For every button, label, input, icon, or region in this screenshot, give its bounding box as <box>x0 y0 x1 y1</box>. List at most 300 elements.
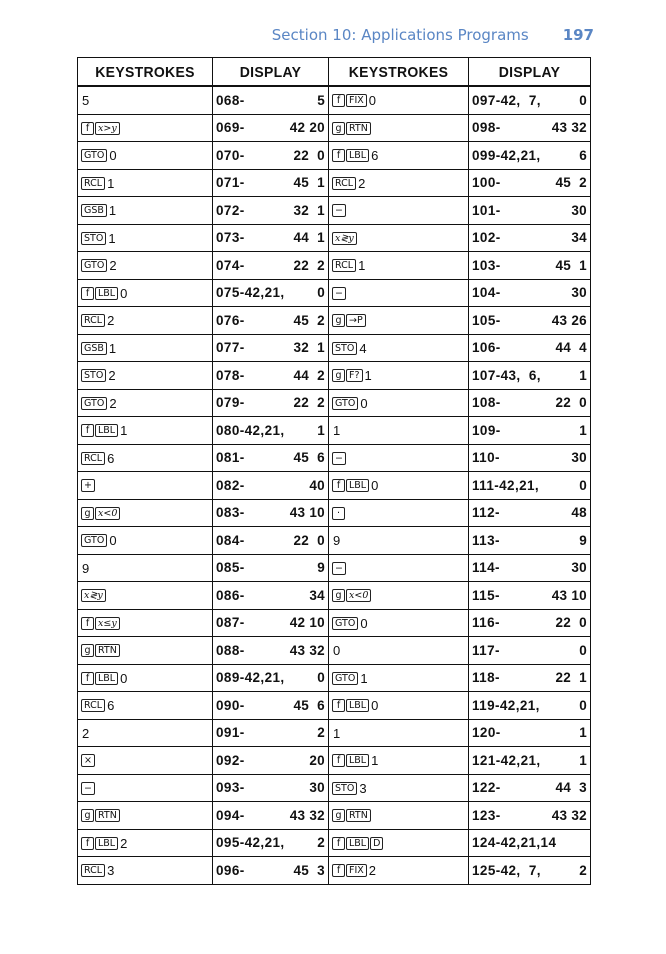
display-keycode: 30 <box>309 780 325 796</box>
key-glyph: GTO <box>81 534 107 547</box>
key-digit: 0 <box>109 148 117 164</box>
display-keycode: 9 <box>579 532 587 548</box>
key-digit: 0 <box>120 285 128 301</box>
display-line-number: 068- <box>216 92 245 108</box>
keystrokes-cell <box>78 664 213 692</box>
key-digit: 6 <box>107 450 115 466</box>
display-keycode: 45 6 <box>293 450 325 466</box>
display-keycode: 22 0 <box>555 395 587 411</box>
table-row <box>78 637 591 665</box>
display-cell <box>469 554 591 582</box>
display-keycode: 43 32 <box>551 807 587 823</box>
page-header <box>272 26 594 50</box>
table-row <box>78 664 591 692</box>
keystrokes-cell <box>78 362 213 390</box>
table-row <box>78 829 591 857</box>
key-glyph: RTN <box>346 122 371 135</box>
table-row <box>78 142 591 170</box>
display-keycode: 48 <box>571 505 587 521</box>
display-cell <box>213 472 329 500</box>
display-cell <box>469 197 591 225</box>
key-glyph: GSB <box>81 342 107 355</box>
display-keycode: 30 <box>571 285 587 301</box>
key-glyph: STO <box>332 782 357 795</box>
display-keycode: 45 2 <box>555 175 587 191</box>
key-glyph: RCL <box>332 177 356 190</box>
display-keycode: 22 2 <box>293 395 325 411</box>
key-glyph: GSB <box>81 204 107 217</box>
keystrokes-cell <box>78 829 213 857</box>
display-keycode: 1 <box>579 752 587 768</box>
key-digit: 9 <box>333 533 341 549</box>
key-glyph: →P <box>346 314 366 327</box>
key-glyph: GTO <box>81 149 107 162</box>
table-row <box>78 802 591 830</box>
table-row <box>78 197 591 225</box>
key-glyph: g <box>81 809 94 822</box>
table-row <box>78 857 591 885</box>
display-line-number: 118- <box>472 670 500 686</box>
display-header-left: DISPLAY <box>213 57 329 87</box>
keystrokes-cell <box>329 252 469 280</box>
display-cell <box>469 527 591 555</box>
display-keycode: 2 <box>317 835 325 851</box>
key-glyph: − <box>81 782 95 795</box>
keystrokes-cell <box>329 802 469 830</box>
keystrokes-cell <box>329 86 469 114</box>
key-glyph: STO <box>81 369 106 382</box>
key-glyph: g <box>81 644 94 657</box>
key-glyph: RCL <box>81 177 105 190</box>
display-keycode: 22 1 <box>555 670 587 686</box>
display-keycode: 42 20 <box>289 120 325 136</box>
key-digit: 2 <box>109 258 117 274</box>
display-keycode: 5 <box>317 92 325 108</box>
display-cell <box>469 637 591 665</box>
table-row <box>78 774 591 802</box>
key-glyph: x≷y <box>81 589 106 602</box>
key-glyph: FIX <box>346 94 367 107</box>
display-line-number: 080-42,21, <box>216 422 285 438</box>
display-keycode: 22 0 <box>555 615 587 631</box>
key-glyph: RTN <box>95 809 120 822</box>
key-glyph: RCL <box>81 864 105 877</box>
display-line-number: 105- <box>472 312 501 328</box>
display-cell <box>469 857 591 885</box>
key-digit: 5 <box>82 93 90 109</box>
key-digit: 0 <box>360 395 368 411</box>
display-keycode: 45 2 <box>293 312 325 328</box>
keystrokes-cell <box>78 224 213 252</box>
key-glyph: − <box>332 204 346 217</box>
keystrokes-cell <box>78 197 213 225</box>
display-keycode: 45 6 <box>293 697 325 713</box>
key-glyph: g <box>332 589 345 602</box>
display-keycode: 43 32 <box>289 642 325 658</box>
keystrokes-cell <box>78 857 213 885</box>
display-cell <box>213 169 329 197</box>
display-cell <box>469 389 591 417</box>
display-keycode: 1 <box>579 725 587 741</box>
display-line-number: 101- <box>472 202 501 218</box>
keystrokes-cell <box>78 527 213 555</box>
key-glyph: RCL <box>332 259 356 272</box>
display-keycode: 30 <box>571 560 587 576</box>
key-digit: 9 <box>82 560 90 576</box>
keystrokes-cell <box>329 829 469 857</box>
table-row <box>78 719 591 747</box>
display-keycode: 0 <box>579 642 587 658</box>
display-line-number: 096- <box>216 862 245 878</box>
display-line-number: 120- <box>472 725 501 741</box>
display-cell <box>213 197 329 225</box>
display-cell <box>213 86 329 114</box>
display-cell <box>213 114 329 142</box>
keystrokes-cell <box>329 444 469 472</box>
display-cell <box>469 719 591 747</box>
display-cell <box>213 774 329 802</box>
key-digit: 0 <box>360 615 368 631</box>
keystrokes-cell <box>78 307 213 335</box>
key-digit: 2 <box>107 313 115 329</box>
display-cell <box>469 362 591 390</box>
section-title: Section 10: Applications Programs <box>271 26 529 44</box>
display-keycode: 0 <box>317 285 325 301</box>
keystrokes-cell <box>329 692 469 720</box>
key-glyph: f <box>81 424 94 437</box>
key-glyph: g <box>332 369 345 382</box>
keystrokes-cell <box>329 554 469 582</box>
display-cell <box>213 279 329 307</box>
keystrokes-cell <box>78 114 213 142</box>
keystrokes-cell <box>78 554 213 582</box>
display-line-number: 085- <box>216 560 245 576</box>
display-cell <box>213 554 329 582</box>
keystrokes-cell <box>78 609 213 637</box>
key-digit: 0 <box>109 533 117 549</box>
display-cell <box>469 252 591 280</box>
display-line-number: 103- <box>472 257 501 273</box>
display-keycode: 9 <box>317 560 325 576</box>
key-glyph: RTN <box>346 809 371 822</box>
display-cell <box>213 444 329 472</box>
display-keycode: 22 2 <box>293 257 325 273</box>
keystrokes-cell <box>329 334 469 362</box>
key-digit: 0 <box>371 478 379 494</box>
table-row <box>78 252 591 280</box>
display-line-number: 087- <box>216 615 245 631</box>
table-row <box>78 114 591 142</box>
table-row <box>78 499 591 527</box>
table-row <box>78 417 591 445</box>
display-cell <box>469 829 591 857</box>
key-glyph: STO <box>332 342 357 355</box>
display-cell <box>213 527 329 555</box>
display-line-number: 107-43, 6, <box>472 367 541 383</box>
key-glyph: f <box>332 754 345 767</box>
display-cell <box>213 802 329 830</box>
key-digit: 1 <box>333 725 341 741</box>
display-cell <box>469 224 591 252</box>
display-cell <box>213 692 329 720</box>
key-digit: 1 <box>108 340 117 356</box>
keystrokes-cell <box>329 609 469 637</box>
display-cell <box>469 417 591 445</box>
key-digit: 0 <box>120 670 128 686</box>
display-cell <box>469 664 591 692</box>
display-cell <box>213 224 329 252</box>
keystrokes-cell <box>78 692 213 720</box>
display-line-number: 086- <box>216 587 245 603</box>
key-digit: 0 <box>333 643 341 659</box>
display-cell <box>469 307 591 335</box>
key-glyph: LBL <box>346 754 369 767</box>
key-glyph: GTO <box>81 397 107 410</box>
key-glyph: · <box>332 507 345 520</box>
key-digit: 4 <box>359 340 367 356</box>
key-glyph: f <box>332 837 345 850</box>
keystrokes-cell <box>329 774 469 802</box>
key-glyph: f <box>81 287 94 300</box>
display-line-number: 079- <box>216 395 245 411</box>
display-line-number: 115- <box>472 587 500 603</box>
key-glyph: f <box>332 149 345 162</box>
display-line-number: 110- <box>472 450 500 466</box>
key-digit: 1 <box>108 230 116 246</box>
display-line-number: 072- <box>216 202 245 218</box>
display-keycode: 34 <box>309 587 325 603</box>
display-line-number: 076- <box>216 312 245 328</box>
display-line-number: 113- <box>472 532 500 548</box>
keystrokes-cell <box>329 637 469 665</box>
keystrokes-cell <box>78 279 213 307</box>
display-line-number: 082- <box>216 477 245 493</box>
key-glyph: g <box>81 507 94 520</box>
display-keycode: 32 1 <box>293 202 325 218</box>
key-glyph: GTO <box>332 617 358 630</box>
program-listing-table <box>77 57 591 885</box>
display-line-number: 091- <box>216 725 245 741</box>
keystrokes-cell <box>329 197 469 225</box>
display-line-number: 111-42,21, <box>472 477 540 493</box>
display-line-number: 095-42,21, <box>216 835 285 851</box>
display-keycode: 40 <box>309 477 325 493</box>
display-line-number: 084- <box>216 532 245 548</box>
keystrokes-cell <box>329 224 469 252</box>
keystrokes-cell <box>78 774 213 802</box>
display-line-number: 089-42,21, <box>216 670 285 686</box>
key-glyph: f <box>332 864 345 877</box>
display-keycode: 0 <box>579 477 587 493</box>
keystrokes-cell <box>329 582 469 610</box>
key-digit: 6 <box>107 698 115 714</box>
display-cell <box>469 169 591 197</box>
table-row <box>78 472 591 500</box>
display-line-number: 108- <box>472 395 501 411</box>
display-keycode: 42 10 <box>289 615 325 631</box>
key-glyph: GTO <box>332 397 358 410</box>
display-cell <box>213 719 329 747</box>
keystrokes-cell <box>329 527 469 555</box>
keystrokes-cell <box>78 252 213 280</box>
key-glyph: LBL <box>346 149 369 162</box>
display-line-number: 116- <box>472 615 500 631</box>
display-keycode: 1 <box>317 422 325 438</box>
key-digit: 1 <box>333 423 341 439</box>
key-digit: 2 <box>368 863 377 879</box>
key-glyph: x<0 <box>346 589 371 602</box>
key-glyph: RCL <box>81 452 105 465</box>
key-glyph: × <box>81 754 95 767</box>
keystrokes-cell <box>329 417 469 445</box>
display-line-number: 092- <box>216 752 245 768</box>
key-glyph: f <box>332 699 345 712</box>
keystrokes-cell <box>329 472 469 500</box>
display-keycode: 2 <box>579 862 587 878</box>
key-glyph: + <box>81 479 95 492</box>
display-line-number: 094- <box>216 807 245 823</box>
key-glyph: RTN <box>95 644 120 657</box>
keystrokes-cell <box>78 582 213 610</box>
display-line-number: 117- <box>472 642 500 658</box>
key-digit: 1 <box>107 175 115 191</box>
display-keycode: 34 <box>571 230 587 246</box>
table-row <box>78 279 591 307</box>
display-cell <box>469 334 591 362</box>
display-line-number: 078- <box>216 367 245 383</box>
key-glyph: LBL <box>95 837 118 850</box>
display-line-number: 081- <box>216 450 245 466</box>
display-line-number: 088- <box>216 642 245 658</box>
display-cell <box>213 637 329 665</box>
keystrokes-cell <box>78 472 213 500</box>
display-line-number: 100- <box>472 175 501 191</box>
key-glyph: GTO <box>81 259 107 272</box>
keystrokes-cell <box>329 114 469 142</box>
display-cell <box>213 142 329 170</box>
display-cell <box>469 86 591 114</box>
key-digit: 3 <box>359 780 367 796</box>
key-glyph: x≷y <box>332 232 357 245</box>
key-digit: 1 <box>371 753 379 769</box>
display-keycode: 22 0 <box>293 532 325 548</box>
display-cell <box>469 114 591 142</box>
key-glyph: LBL <box>346 699 369 712</box>
display-cell <box>469 774 591 802</box>
key-digit: 1 <box>360 670 368 686</box>
display-keycode: 45 1 <box>555 257 587 273</box>
display-line-number: 093- <box>216 780 245 796</box>
display-cell <box>213 334 329 362</box>
key-glyph: f <box>81 617 94 630</box>
keystrokes-cell <box>329 664 469 692</box>
keystrokes-cell <box>329 499 469 527</box>
display-keycode: 0 <box>579 92 587 108</box>
keystrokes-cell <box>78 802 213 830</box>
key-glyph: − <box>332 562 346 575</box>
display-line-number: 073- <box>216 230 245 246</box>
key-glyph: LBL <box>95 672 118 685</box>
display-keycode: 32 1 <box>293 340 325 356</box>
key-glyph: LBL <box>346 479 369 492</box>
display-keycode: 30 <box>571 202 587 218</box>
display-cell <box>213 389 329 417</box>
key-digit: 2 <box>108 368 116 384</box>
key-digit: 6 <box>371 148 379 164</box>
display-keycode: 43 10 <box>289 505 325 521</box>
display-line-number: 070- <box>216 147 245 163</box>
display-keycode: 44 2 <box>293 367 325 383</box>
display-keycode: 20 <box>309 752 325 768</box>
display-keycode: 0 <box>317 670 325 686</box>
table-row <box>78 747 591 775</box>
display-line-number: 104- <box>472 285 501 301</box>
display-keycode: 30 <box>571 450 587 466</box>
display-keycode: 44 3 <box>555 780 587 796</box>
display-line-number: 090- <box>216 697 245 713</box>
display-cell <box>213 664 329 692</box>
key-glyph: LBL <box>346 837 369 850</box>
key-glyph: GTO <box>332 672 358 685</box>
key-digit: 0 <box>371 698 379 714</box>
display-keycode: 43 26 <box>551 312 587 328</box>
keystrokes-cell <box>329 307 469 335</box>
key-glyph: − <box>332 452 346 465</box>
key-glyph: x<0 <box>95 507 120 520</box>
keystrokes-cell <box>78 86 213 114</box>
display-line-number: 083- <box>216 505 245 521</box>
key-glyph: g <box>332 122 345 135</box>
key-glyph: x>y <box>95 122 120 135</box>
keystrokes-cell <box>78 142 213 170</box>
display-cell <box>469 692 591 720</box>
key-glyph: RCL <box>81 699 105 712</box>
display-line-number: 109- <box>472 422 501 438</box>
table-row <box>78 444 591 472</box>
table-row <box>78 692 591 720</box>
table-row <box>78 609 591 637</box>
display-line-number: 099-42,21, <box>472 147 541 163</box>
table-row <box>78 582 591 610</box>
display-keycode: 0 <box>579 697 587 713</box>
display-cell <box>469 444 591 472</box>
display-line-number: 114- <box>472 560 500 576</box>
display-keycode: 45 3 <box>293 862 325 878</box>
display-line-number: 098- <box>472 120 501 136</box>
display-cell <box>213 857 329 885</box>
keystrokes-cell <box>78 417 213 445</box>
keystrokes-cell <box>329 362 469 390</box>
display-cell <box>469 747 591 775</box>
key-glyph: D <box>370 837 383 850</box>
keystrokes-cell <box>78 719 213 747</box>
display-keycode: 2 <box>317 725 325 741</box>
display-line-number: 097-42, 7, <box>472 92 541 108</box>
key-glyph: f <box>81 837 94 850</box>
page-number: 197 <box>562 26 594 44</box>
display-line-number: 121-42,21, <box>472 752 541 768</box>
table-row <box>78 527 591 555</box>
display-line-number: 122- <box>472 780 501 796</box>
display-line-number: 075-42,21, <box>216 285 285 301</box>
display-keycode: 44 4 <box>555 340 587 356</box>
display-cell <box>213 307 329 335</box>
keystrokes-cell <box>78 444 213 472</box>
key-glyph: FIX <box>346 864 367 877</box>
key-digit: 3 <box>107 863 115 879</box>
display-line-number: 102- <box>472 230 501 246</box>
display-cell <box>213 499 329 527</box>
